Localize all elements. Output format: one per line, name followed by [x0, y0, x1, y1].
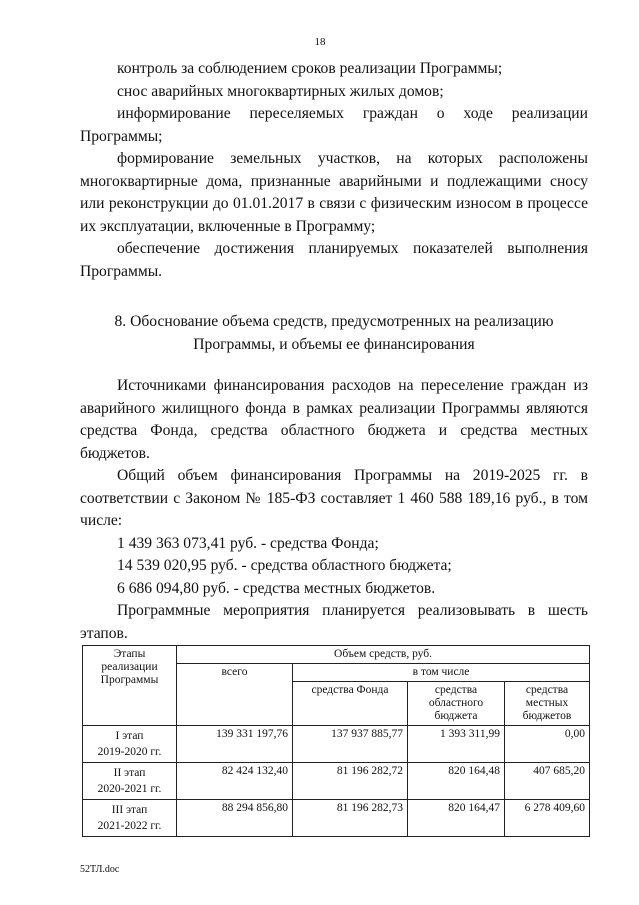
header-volume: Объем средств, руб. — [177, 646, 590, 664]
total-cell: 139 331 197,76 — [177, 726, 293, 763]
total-cell: 88 294 856,80 — [177, 800, 293, 837]
local-cell: 6 278 409,60 — [505, 800, 590, 837]
footer-filename: 52ТЛ.doc — [80, 864, 120, 875]
stage-label: II этап — [113, 767, 146, 779]
paragraph: формирование земельных участков, на которых расположены многоквартирные дома, признанные аварийными и подлежащими сносу или реконструкции до 01.01.2017 в связи с физическим износом в процессе их эксплуатации, включенные в Программу; — [80, 150, 588, 235]
table-header-row — [83, 646, 590, 664]
text-block-top — [80, 58, 588, 283]
regional-cell: 820 164,47 — [408, 800, 505, 837]
stage-label: III этап — [111, 804, 148, 816]
paragraph: снос аварийных многоквартирных жилых домов; — [117, 82, 444, 100]
paragraph: 14 539 020,95 руб. - средства областного бюджета; — [117, 557, 452, 574]
local-cell: 0,00 — [505, 726, 590, 763]
page-number: 18 — [314, 36, 326, 48]
table-row — [83, 726, 590, 763]
section-title — [80, 311, 588, 356]
text-block-body — [80, 375, 588, 645]
stage-years: 2021-2022 гг. — [97, 820, 162, 832]
local-cell: 407 685,20 — [505, 763, 590, 800]
paragraph: информирование переселяемых граждан о ходе реализации Программы; — [80, 105, 588, 145]
stage-label: I этап — [115, 730, 144, 742]
stage-years: 2019-2020 гг. — [97, 746, 162, 758]
fund-cell: 81 196 282,73 — [293, 800, 408, 837]
fund-cell: 137 937 885,77 — [293, 726, 408, 763]
header-regional: средства областного бюджета — [408, 682, 505, 726]
section-title-line: Программы, и объемы ее финансирования — [193, 335, 475, 353]
paragraph: контроль за соблюдением сроков реализации Программы; — [117, 60, 503, 77]
regional-cell: 1 393 311,99 — [408, 726, 505, 763]
total-cell: 82 424 132,40 — [177, 763, 293, 800]
table-row — [83, 763, 590, 800]
header-fund: средства Фонда — [293, 682, 408, 726]
regional-cell: 820 164,48 — [408, 763, 505, 800]
stage-cell — [83, 800, 177, 837]
paragraph: 6 686 094,80 руб. - средства местных бюджетов. — [117, 579, 436, 597]
stage-years: 2020-2021 гг. — [97, 783, 162, 795]
paragraph: Источниками финансирования расходов на переселение граждан из аварийного жилищного фонда в рамках реализации Программы являются средства Фонда, средства областного бюджета и средства местных бюджетов. — [80, 377, 588, 462]
paragraph: обеспечение достижения планируемых показателей выполнения Программы. — [80, 240, 588, 280]
header-stages: Этапы реализации Программы — [83, 646, 177, 726]
table-row — [83, 800, 590, 837]
paragraph: 1 439 363 073,41 руб. - средства Фонда; — [117, 534, 379, 552]
header-local: средства местных бюджетов — [505, 682, 590, 726]
header-total: всего — [177, 664, 293, 726]
header-including: в том числе — [293, 664, 590, 682]
stage-cell — [83, 726, 177, 763]
fund-cell: 81 196 282,72 — [293, 763, 408, 800]
funding-table — [82, 645, 590, 837]
stage-cell — [83, 763, 177, 800]
paragraph: Общий объем финансирования Программы на 2019-2025 гг. в соответствии с Законом № 185-ФЗ составляет 1 460 588 189,16 руб., в том числе: — [80, 467, 588, 529]
section-title-line: 8. Обоснование объема средств, предусмотренных на реализацию — [114, 313, 554, 330]
paragraph: Программные мероприятия планируется реализовывать в шесть этапов. — [80, 602, 588, 642]
